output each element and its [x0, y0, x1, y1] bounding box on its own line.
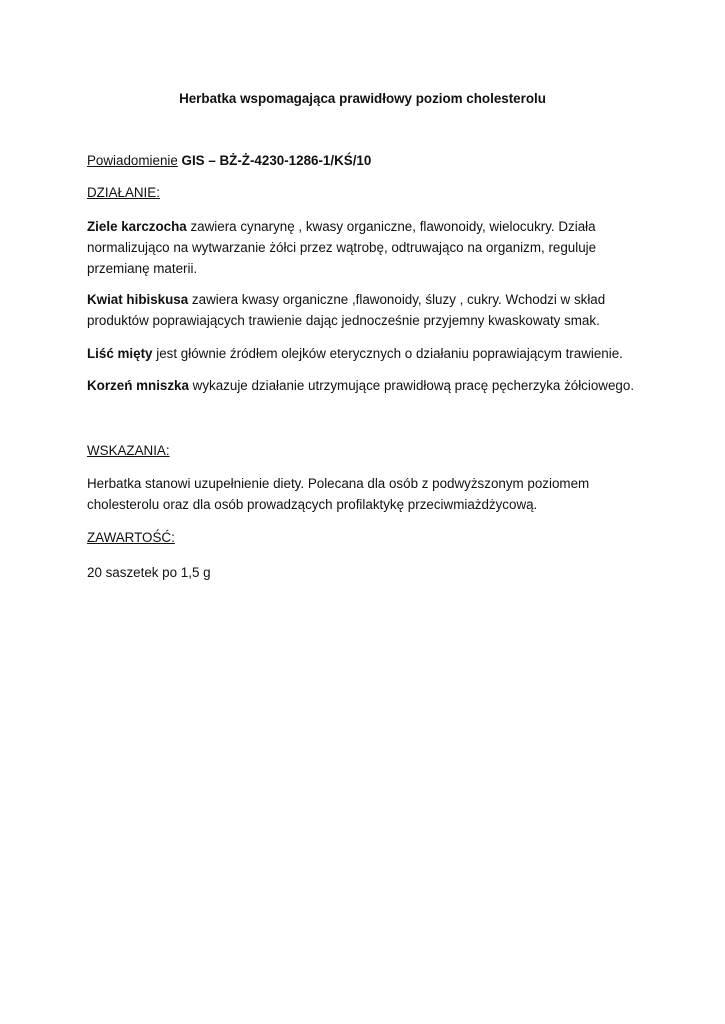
- ingredient-paragraph: [87, 343, 687, 364]
- action-heading: DZIAŁANIE:: [87, 185, 160, 200]
- ingredient-paragraph: [87, 216, 647, 279]
- notification-line: [87, 150, 647, 171]
- ingredient-description: wykazuje działanie utrzymujące prawidłową pracę pęcherzyka żółciowego.: [188, 378, 635, 393]
- contents-heading: ZAWARTOŚĆ:: [87, 530, 175, 545]
- ingredient-description: zawiera cynarynę , kwasy organiczne, flawonoidy, wielocukry. Działa normalizująco na wytwarzanie żółci przez wątrobę, odtruwająco na organizm, reguluje przemianę materii.: [87, 219, 597, 276]
- ingredient-name: Liść mięty: [87, 346, 153, 361]
- contents-text: 20 saszetek po 1,5 g: [87, 565, 211, 580]
- ingredient-name: Korzeń mniszka: [87, 378, 189, 393]
- notification-number: GIS – BŻ-Ż-4230-1286-1/KŚ/10: [177, 153, 372, 168]
- ingredient-paragraph: [87, 289, 647, 331]
- ingredient-paragraph: [87, 375, 687, 396]
- ingredient-description: jest głównie źródłem olejków eterycznych o działaniu poprawiającym trawienie.: [152, 346, 623, 361]
- notification-label: Powiadomienie: [87, 153, 178, 168]
- ingredient-name: Kwiat hibiskusa: [87, 292, 189, 307]
- ingredient-name: Ziele karczocha: [87, 219, 187, 234]
- indications-text: Herbatka stanowi uzupełnienie diety. Polecana dla osób z podwyższonym poziomem cholesterolu oraz dla osób prowadzących profilaktykę przeciwmiażdżycową.: [87, 476, 590, 512]
- ingredient-description: zawiera kwasy organiczne ,flawonoidy, śluzy , cukry. Wchodzi w skład produktów poprawiających trawienie dając jednocześnie przyjemny kwaskowaty smak.: [87, 292, 606, 328]
- indications-heading: WSKAZANIA:: [87, 443, 170, 458]
- document-title: Herbatka wspomagająca prawidłowy poziom cholesterolu: [179, 91, 546, 106]
